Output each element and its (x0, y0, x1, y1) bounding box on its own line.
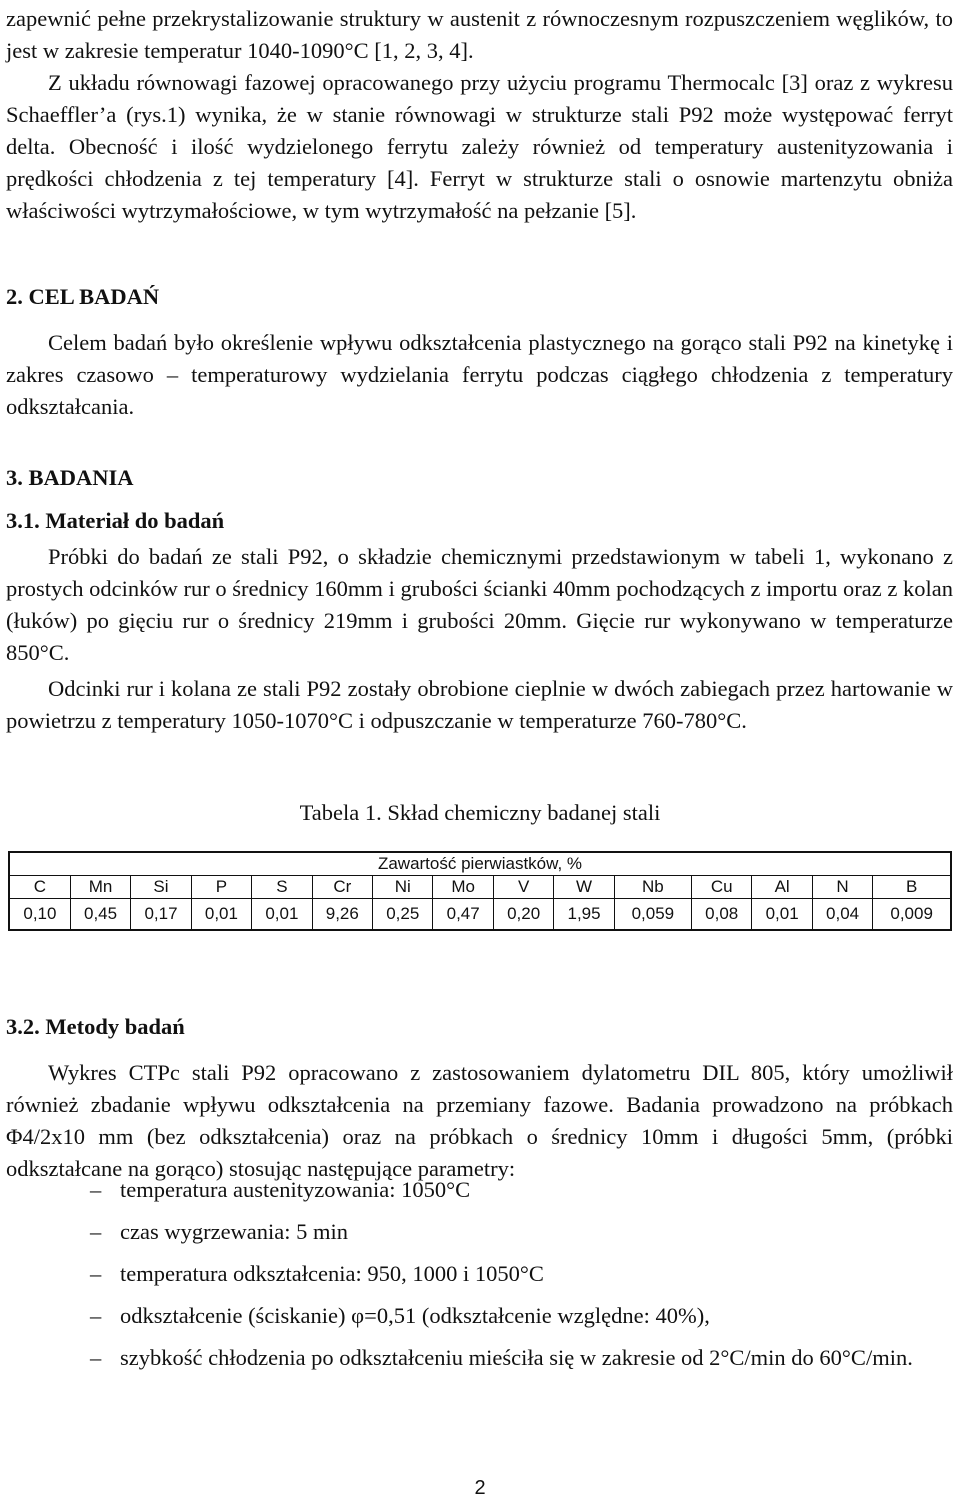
element-name-cell: V (493, 876, 553, 899)
chemical-composition-table (8, 851, 952, 931)
dash-marker: – (90, 1177, 102, 1202)
element-name-cell: Cu (691, 876, 751, 899)
page-number: 2 (474, 1477, 486, 1499)
element-value-cell: 9,26 (312, 899, 372, 931)
element-value-cell: 0,45 (70, 899, 130, 931)
element-name-cell: Mo (433, 876, 493, 899)
element-value-cell: 0,10 (9, 899, 70, 931)
element-value-cell: 0,059 (614, 899, 691, 931)
list-item-text: odkształcenie (ściskanie) φ=0,51 (odkształcenie względne: 40%), (120, 1303, 710, 1328)
element-name-cell: C (9, 876, 70, 899)
list-item (90, 1258, 950, 1290)
heading-material: 3.1. Materiał do badań (6, 508, 225, 533)
list-item (90, 1300, 950, 1332)
list-item-text: temperatura austenityzowania: 1050°C (120, 1177, 471, 1202)
element-name-cell: P (191, 876, 251, 899)
parameters-list (90, 1174, 950, 1384)
element-value-cell: 0,20 (493, 899, 553, 931)
element-value-cell: 0,17 (131, 899, 191, 931)
table-header-row (9, 852, 951, 876)
element-value-cell: 0,04 (812, 899, 872, 931)
element-name-cell: W (554, 876, 614, 899)
table-header-cell: Zawartość pierwiastków, % (9, 852, 951, 876)
element-value-cell: 0,25 (373, 899, 433, 931)
element-name-cell: Cr (312, 876, 372, 899)
paragraph-phase-equilibrium: Z układu równowagi fazowej opracowanego przy użyciu programu Thermocalc [3] oraz z wykresu Schaeffler’a (rys.1) wynika, że w stanie równowagi w strukturze stali P92 może występować ferryt delta. Obecność i ilość wydzielonego ferrytu zależy również od temperatury austenityzowania i prędkości chłodzenia z tej temperatury [4]. Ferryt w strukturze stali o osnowie martenzytu obniża właściwości wytrzymałościowe, w tym wytrzymałość na pełzanie [5]. (6, 70, 953, 223)
heading-methods: 3.2. Metody badań (6, 1014, 185, 1039)
table-caption: Tabela 1. Skład chemiczny badanej stali (299, 800, 661, 825)
heading-goal: 2. CEL BADAŃ (6, 284, 160, 309)
element-name-cell: Si (131, 876, 191, 899)
dash-marker: – (90, 1219, 102, 1244)
element-value-cell: 0,01 (252, 899, 312, 931)
paragraph-intro-continued: zapewnić pełne przekrystalizowanie struktury w austenit z równoczesnym rozpuszczeniem węglików, to jest w zakresie temperatur 1040-1090°C [1, 2, 3, 4]. (6, 6, 953, 63)
list-item (90, 1342, 950, 1374)
dash-marker: – (90, 1261, 102, 1286)
element-value-cell: 1,95 (554, 899, 614, 931)
chemical-composition-table-wrapper (8, 851, 952, 931)
element-name-cell: Ni (373, 876, 433, 899)
element-name-cell: Nb (614, 876, 691, 899)
element-name-cell: S (252, 876, 312, 899)
element-names-row (9, 876, 951, 899)
list-item (90, 1174, 950, 1206)
element-value-cell: 0,47 (433, 899, 493, 931)
paragraph-goal: Celem badań było określenie wpływu odkształcenia plastycznego na gorąco stali P92 na kinetykę i zakres czasowo – temperaturowy wydzielania ferrytu podczas ciągłego chłodzenia z temperatury odkształcania. (6, 330, 953, 419)
element-value-cell: 0,01 (752, 899, 812, 931)
paragraph-material-2: Odcinki rur i kolana ze stali P92 zostały obrobione cieplnie w dwóch zabiegach przez hartowanie w powietrzu z temperatury 1050-1070°C i odpuszczanie w temperaturze 760-780°C. (6, 676, 953, 733)
element-name-cell: B (873, 876, 951, 899)
element-name-cell: N (812, 876, 872, 899)
dash-marker: – (90, 1345, 102, 1370)
heading-research: 3. BADANIA (6, 465, 134, 490)
element-value-cell: 0,01 (191, 899, 251, 931)
list-item-text: czas wygrzewania: 5 min (120, 1219, 349, 1244)
element-name-cell: Mn (70, 876, 130, 899)
list-item-text: temperatura odkształcenia: 950, 1000 i 1050°C (120, 1261, 544, 1286)
list-item-text: szybkość chłodzenia po odkształceniu mieściła się w zakresie od 2°C/min do 60°C/min. (120, 1345, 913, 1370)
dash-marker: – (90, 1303, 102, 1328)
element-value-cell: 0,08 (691, 899, 751, 931)
element-value-cell: 0,009 (873, 899, 951, 931)
paragraph-methods: Wykres CTPc stali P92 opracowano z zastosowaniem dylatometru DIL 805, który umożliwił również zbadanie wpływu odkształcenia na przemiany fazowe. Badania prowadzono na próbkach Φ4/2x10 mm (bez odkształcenia) oraz na próbkach o średnicy 10mm i długości 5mm, (próbki odkształcane na gorąco) stosując następujące parametry: (6, 1060, 953, 1181)
element-name-cell: Al (752, 876, 812, 899)
paragraph-material-1: Próbki do badań ze stali P92, o składzie chemicznymi przedstawionym w tabeli 1, wykonano z prostych odcinków rur o średnicy 160mm i grubości ścianki 40mm pochodzących z importu oraz z kolan (łuków) po gięciu rur o średnicy 219mm i grubości 20mm. Gięcie rur wykonywano w temperaturze 850°C. (6, 544, 953, 665)
element-values-row (9, 899, 951, 931)
list-item (90, 1216, 950, 1248)
